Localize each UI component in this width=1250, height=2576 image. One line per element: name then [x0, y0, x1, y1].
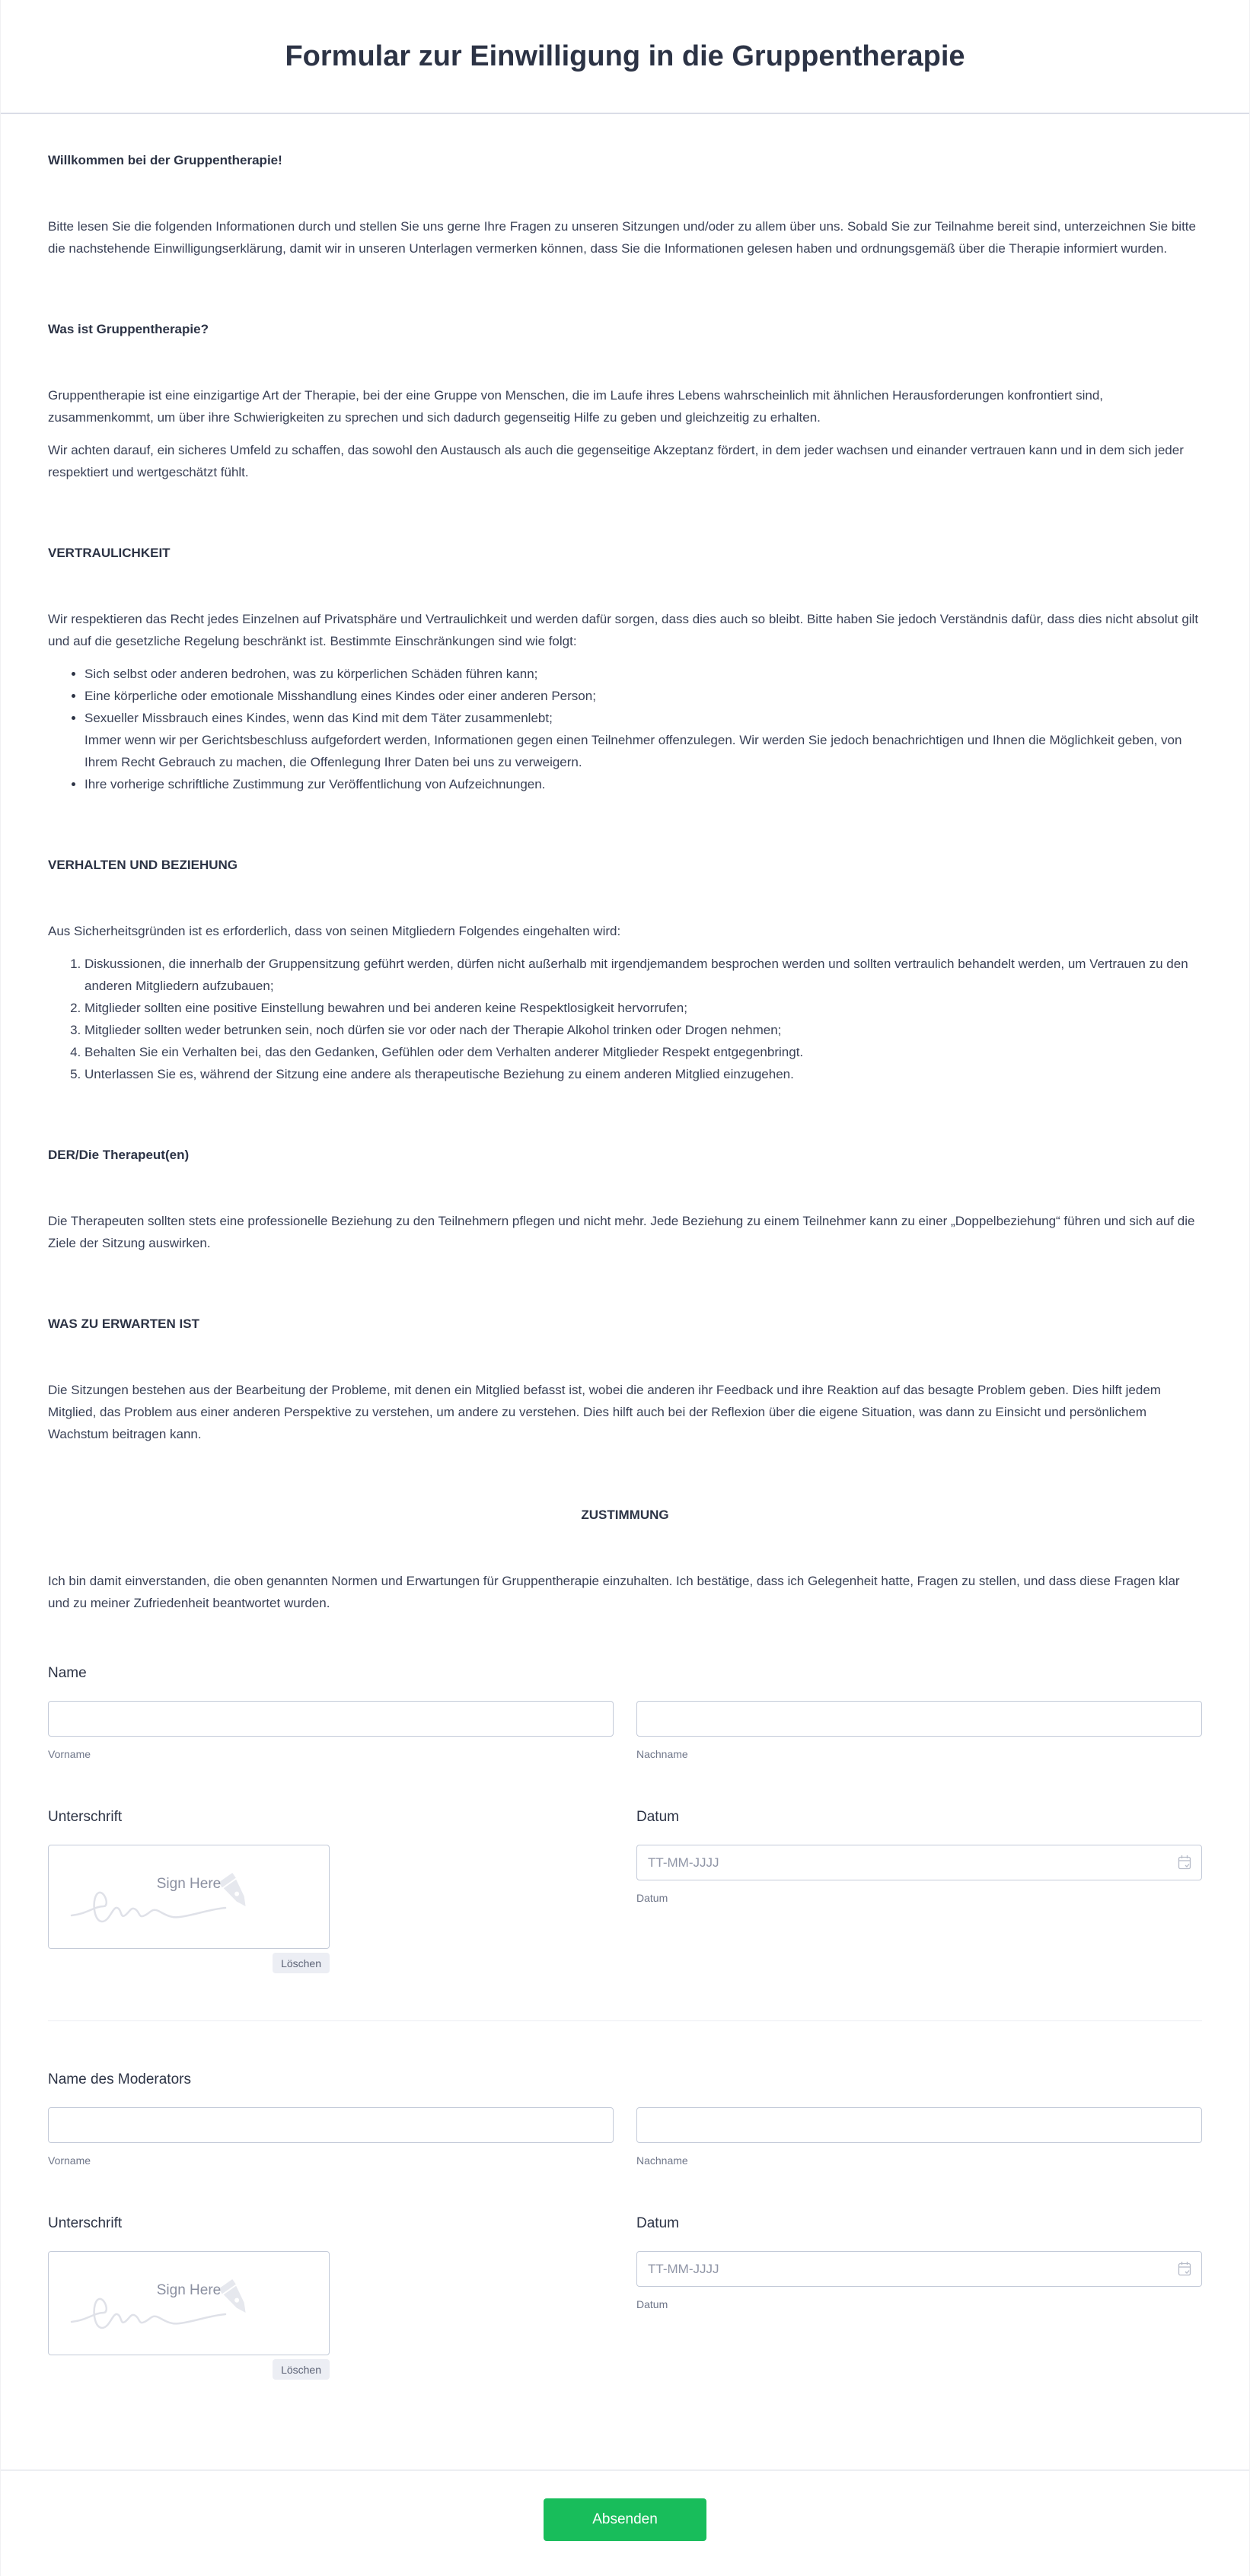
form-content	[1, 114, 1249, 2380]
what-is-title: Was ist Gruppentherapie?	[48, 322, 209, 336]
moderator-first-name-sublabel: Vorname	[48, 2154, 91, 2167]
first-name-col	[48, 1701, 614, 1760]
moderator-signature-pad[interactable]	[48, 2251, 330, 2355]
moderator-date-field	[636, 2251, 1202, 2287]
moderator-signature-col	[48, 2215, 614, 2380]
behavior-title: VERHALTEN UND BEZIEHUNG	[48, 858, 238, 872]
date-label: Datum	[636, 1809, 679, 1825]
submit-button[interactable]: Absenden	[544, 2498, 706, 2541]
confidentiality-list	[48, 663, 1202, 795]
moderator-last-name-sublabel: Nachname	[636, 2154, 688, 2167]
signature-label: Unterschrift	[48, 1809, 123, 1825]
list-item-text: Sexueller Missbrauch eines Kindes, wenn das Kind mit dem Täter zusammenlebt;	[85, 711, 553, 725]
consent-section	[48, 1506, 1202, 1614]
last-name-col	[636, 1701, 1202, 1760]
confidentiality-section	[48, 544, 1202, 795]
behavior-paragraph: Aus Sicherheitsgründen ist es erforderlich, dass von seinen Mitgliedern Folgendes eingehalten wird:	[48, 924, 621, 938]
consent-paragraph: Ich bin damit einverstanden, die oben genannten Normen und Erwartungen für Gruppentherapie einzuhalten. Ich bestätige, dass ich Gelegenheit hatte, Fragen zu stellen, und dass diese Fragen klar und zu meiner Zufriedenheit beantwortet wurden.	[48, 1574, 1180, 1610]
signature-col	[48, 1808, 614, 1973]
list-item: 2. Mitglieder sollten eine positive Einstellung bewahren und bei anderen keine Respektlosigkeit hervorrufen;	[85, 997, 1202, 1019]
participant-block	[48, 1664, 1202, 1973]
date-field	[636, 1845, 1202, 1880]
list-item: 3. Mitglieder sollten weder betrunken sein, noch dürfen sie vor oder nach der Therapie Alkohol trinken oder Drogen nehmen;	[85, 1019, 1202, 1041]
moderator-block	[48, 2071, 1202, 2380]
list-item	[85, 707, 1202, 773]
clear-signature-button[interactable]: Löschen	[273, 1953, 330, 1973]
list-item: • Ihre vorherige schriftliche Zustimmung zur Veröffentlichung von Aufzeichnungen.	[85, 773, 1202, 795]
list-item: 1. Diskussionen, die innerhalb der Gruppensitzung geführt werden, dürfen nicht außerhalb mit irgendjemandem besprochen werden und sollten vertraulich behandelt werden, um Vertrauen zu den anderen Mitgliedern aufzubauen;	[85, 953, 1202, 997]
first-name-sublabel: Vorname	[48, 1748, 91, 1760]
name-row	[48, 1701, 1202, 1760]
moderator-date-col	[636, 2215, 1202, 2380]
expect-paragraph: Die Sitzungen bestehen aus der Bearbeitung der Probleme, mit denen ein Mitglied befasst ist, wobei die anderen ihr Feedback und ihre Reaktion auf das besagte Problem geben. Dies hilft jedem Mitglied, das Problem aus einer anderen Perspektive zu verstehen, um andere zu verstehen. Dies hilft auch bei der Reflexion über die eigene Situation, was dann zu Einsicht und persönlichem Wachstum beitragen kann.	[48, 1383, 1161, 1441]
moderator-name-row	[48, 2107, 1202, 2167]
last-name-sublabel: Nachname	[636, 1748, 688, 1760]
what-is-section	[48, 320, 1202, 483]
moderator-clear-signature-button[interactable]: Löschen	[273, 2359, 330, 2380]
clear-wrap	[48, 1953, 330, 1973]
expect-section	[48, 1315, 1202, 1445]
moderator-date-label: Datum	[636, 2215, 679, 2231]
consent-title: ZUSTIMMUNG	[581, 1508, 669, 1522]
moderator-first-name-input[interactable]	[48, 2107, 614, 2143]
date-col	[636, 1808, 1202, 1973]
form-footer	[1, 2469, 1249, 2576]
intro-title: Willkommen bei der Gruppentherapie!	[48, 153, 282, 167]
moderator-last-name-col	[636, 2107, 1202, 2167]
moderator-signature-placeholder: Sign Here	[156, 2282, 222, 2298]
moderator-clear-wrap	[48, 2359, 330, 2380]
calendar-icon[interactable]	[1178, 1855, 1191, 1870]
date-input[interactable]	[636, 1845, 1202, 1880]
intro-paragraph: Bitte lesen Sie die folgenden Informationen durch und stellen Sie uns gerne Ihre Fragen zu unseren Sitzungen und/oder zu allem über uns. Sobald Sie zur Teilnahme bereit sind, unterzeichnen Sie bitte die nachstehende Einwilligungserklärung, damit wir in unseren Unterlagen vermerken können, dass Sie die Informationen gelesen haben und ordnungsgemäß über die Therapie informiert wurden.	[48, 219, 1196, 256]
behavior-list	[48, 953, 1202, 1085]
moderator-last-name-input[interactable]	[636, 2107, 1202, 2143]
moderator-signature-label: Unterschrift	[48, 2215, 123, 2231]
moderator-first-name-col	[48, 2107, 614, 2167]
list-item: 5. Unterlassen Sie es, während der Sitzung eine andere als therapeutische Beziehung zu einem anderen Mitglied einzugehen.	[85, 1063, 1202, 1085]
signature-date-row	[48, 1808, 1202, 1973]
intro-section	[48, 114, 1202, 260]
form-title: Formular zur Einwilligung in die Gruppentherapie	[285, 40, 965, 72]
date-sublabel: Datum	[636, 1892, 668, 1904]
expect-title: WAS ZU ERWARTEN IST	[48, 1317, 199, 1331]
form-header	[1, 0, 1249, 114]
signature-placeholder: Sign Here	[156, 1876, 222, 1892]
moderator-date-sublabel: Datum	[636, 2298, 668, 2310]
calendar-icon[interactable]	[1178, 2261, 1191, 2276]
therapist-paragraph: Die Therapeuten sollten stets eine professionelle Beziehung zu den Teilnehmern pflegen und nicht mehr. Jede Beziehung zu einem Teilnehmer kann zu einer „Doppelbeziehung“ führen und sich auf die Ziele der Sitzung auswirken.	[48, 1214, 1195, 1250]
therapist-section	[48, 1146, 1202, 1254]
moderator-date-input[interactable]	[636, 2251, 1202, 2287]
confidentiality-paragraph: Wir respektieren das Recht jedes Einzelnen auf Privatsphäre und Vertraulichkeit und werden dafür sorgen, dass dies auch so bleibt. Bitte haben Sie jedoch Verständnis dafür, dass dies nicht absolut gilt und auf die gesetzliche Regelung beschränkt ist. Bestimmte Einschränkungen sind wie folgt:	[48, 612, 1199, 648]
moderator-signature-date-row	[48, 2215, 1202, 2380]
confidentiality-title: VERTRAULICHKEIT	[48, 546, 171, 560]
name-label: Name	[48, 1665, 87, 1681]
behavior-section	[48, 856, 1202, 1085]
what-is-paragraph-1: Gruppentherapie ist eine einzigartige Art der Therapie, bei der eine Gruppe von Menschen, die im Laufe ihres Lebens wahrscheinlich mit ähnlichen Herausforderungen konfrontiert sind, zusammenkommt, um über ihre Schwierigkeiten zu sprechen und sich dadurch gegenseitig Hilfe zu geben und gleichzeitig zu erhalten.	[48, 388, 1103, 425]
signature-illustration-icon	[49, 2252, 330, 2356]
list-item: 4. Behalten Sie ein Verhalten bei, das den Gedanken, Gefühlen oder dem Verhalten anderer Mitglieder Respekt entgegenbringt.	[85, 1041, 1202, 1063]
what-is-paragraph-2: Wir achten darauf, ein sicheres Umfeld zu schaffen, das sowohl den Austausch als auch die gegenseitige Akzeptanz fördert, in dem jeder wachsen und einander vertrauen kann und in dem sich jeder respektiert und wertgeschätzt fühlt.	[48, 443, 1184, 479]
last-name-input[interactable]	[636, 1701, 1202, 1737]
list-item: • Sich selbst oder anderen bedrohen, was zu körperlichen Schäden führen kann;	[85, 663, 1202, 685]
signature-pad[interactable]	[48, 1845, 330, 1949]
therapist-title: DER/Die Therapeut(en)	[48, 1148, 190, 1162]
list-item-continuation: Immer wenn wir per Gerichtsbeschluss aufgefordert werden, Informationen gegen einen Teilnehmer offenzulegen. Wir werden Sie jedoch benachrichtigen und Ihnen die Möglichkeit geben, von Ihrem Recht Gebrauch zu machen, die Offenlegung Ihrer Daten bei uns zu verweigern.	[85, 733, 1182, 769]
signature-illustration-icon	[49, 1845, 330, 1950]
moderator-name-label: Name des Moderators	[48, 2071, 191, 2087]
first-name-input[interactable]	[48, 1701, 614, 1737]
section-divider	[48, 2020, 1202, 2021]
list-item: • Eine körperliche oder emotionale Misshandlung eines Kindes oder einer anderen Person;	[85, 685, 1202, 707]
